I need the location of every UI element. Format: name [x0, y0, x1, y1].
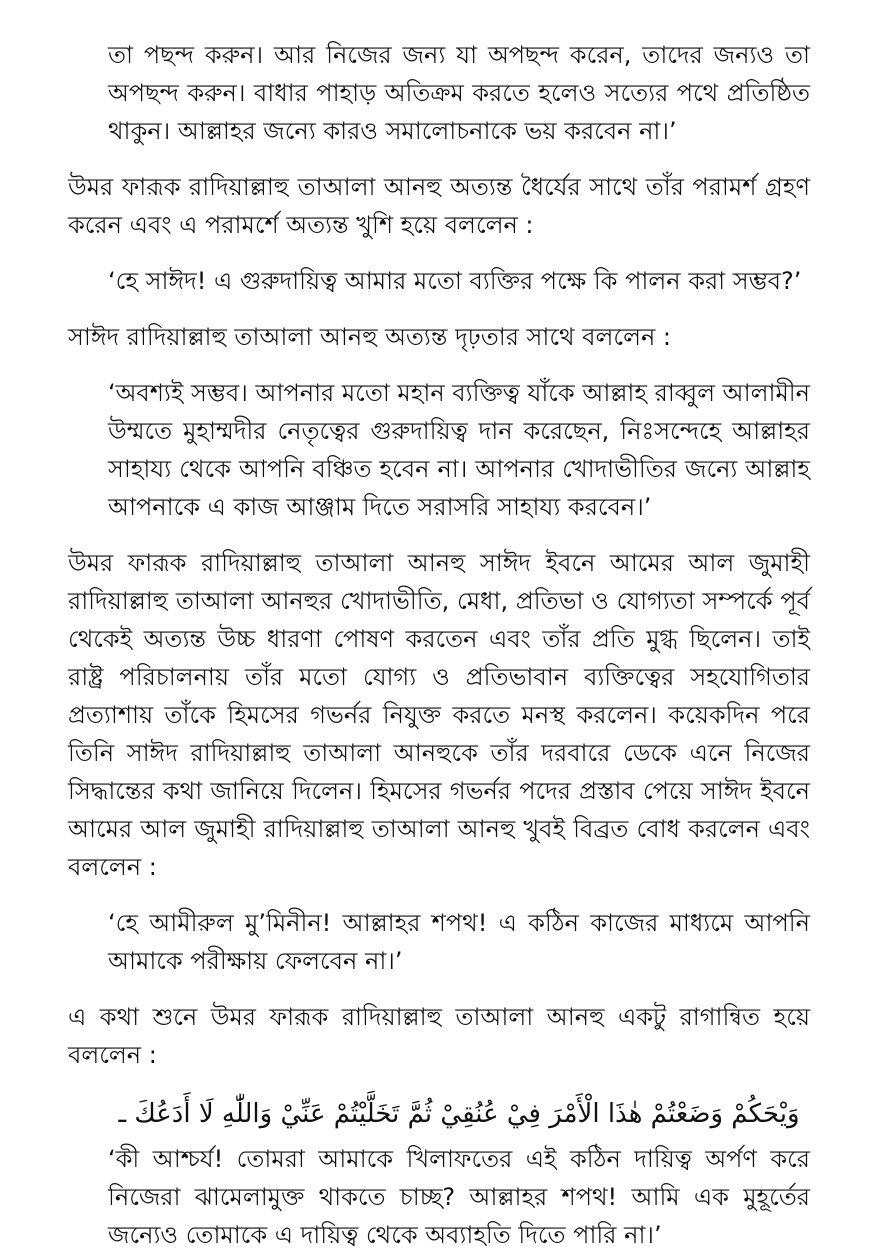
quote-umar-question: ‘হে সাঈদ! এ গুরুদায়িত্ব আমার মতো ব্যক্তির পক্ষে কি পালন করা সম্ভব?’: [108, 267, 802, 295]
quote-said-plea: ‘হে আমীরুল মু’মিনীন! আল্লাহর শপথ! এ কঠিন কাজের মাধ্যমে আপনি আমাকে পরীক্ষায় ফেলবেন না।’: [108, 909, 810, 975]
paragraph-governor-appointment: উমর ফারূক রাদিয়াল্লাহু তাআলা আনহু সাঈদ ইবনে আমের আল জুমাহী রাদিয়াল্লাহু তাআলা আনহুর খোদাভীতি, মেধা, প্রতিভা ও যোগ্যতা সম্পর্কে পূর্ব থেকেই অত্যন্ত উচ্চ ধারণা পোষণ করতেন এবং তাঁর প্রতি মুগ্ধ ছিলেন। তাই রাষ্ট্র পরিচালনায় তাঁর মতো যোগ্য ও প্রতিভাবান ব্যক্তিত্বের সহযোগিতার প্রত্যাশায় তাঁকে হিমসের গভর্নর নিযুক্ত করতে মনস্থ করলেন। কয়েকদিন পরে তিনি সাঈদ রাদিয়াল্লাহু তাআলা আনহুকে তাঁর দরবারে ডেকে এনে নিজের সিদ্ধান্তের কথা জানিয়ে দিলেন। হিমসের গভর্নর পদের প্রস্তাব পেয়ে সাঈদ ইবনে আমের আল জুমাহী রাদিয়াল্লাহু তাআলা আনহু খুবই বিব্রত বোধ করলেন এবং বললেন :: [68, 549, 810, 881]
paragraph-said-replies: সাঈদ রাদিয়াল্লাহু তাআলা আনহু অত্যন্ত দৃঢ়তার সাথে বললেন :: [68, 323, 671, 351]
arabic-quote: وَيْحَكُمْ وَضَعْتُمْ هٰذَا الْأَمْرَ فِيْ عُنُقِيْ ثُمَّ تَخَلَّيْتُمْ عَنِّيْ وَاللّٰهِ لَا أَدَعُكَ ـ: [118, 1099, 800, 1129]
paragraph-umar-accepts: উমর ফারূক রাদিয়াল্লাহু তাআলা আনহু অত্যন্ত ধৈর্যের সাথে তাঁর পরামর্শ গ্রহণ করেন এবং এ পরামর্শে অত্যন্ত খুশি হয়ে বললেন :: [68, 173, 810, 239]
quote-said-answer: ‘অবশ্যই সম্ভব। আপনার মতো মহান ব্যক্তিত্ব যাঁকে আল্লাহ রাব্বুল আলামীন উম্মতে মুহাম্মদীর নেতৃত্বের গুরুদায়িত্ব দান করেছেন, নিঃসন্দেহে আল্লাহর সাহায্য থেকে আপনি বঞ্চিত হবেন না। আপনার খোদাভীতির জন্যে আল্লাহ আপনাকে এ কাজ আঞ্জাম দিতে সরাসরি সাহায্য করবেন।’: [108, 379, 810, 521]
quote-umar-translation: ‘কী আশ্চর্য! তোমরা আমাকে খিলাফতের এই কঠিন দায়িত্ব অর্পণ করে নিজেরা ঝামেলামুক্ত থাকতে চাচ্ছ? আল্লাহর শপথ! আমি এক মুহূর্তের জন্যেও তোমাকে এ দায়িত্ব থেকে অব্যাহতি দিতে পারি না।’: [108, 1145, 810, 1249]
paragraph-umar-angry: এ কথা শুনে উমর ফারূক রাদিয়াল্লাহু তাআলা আনহু একটু রাগান্বিত হয়ে বললেন :: [68, 1003, 810, 1069]
paragraph-advice-end: তা পছন্দ করুন। আর নিজের জন্য যা অপছন্দ করেন, তাদের জন্যও তা অপছন্দ করুন। বাধার পাহাড় অতিক্রম করতে হলেও সত্যের পথে প্রতিষ্ঠিত থাকুন। আল্লাহর জন্যে কারও সমালোচনাকে ভয় করবেন না।’: [108, 41, 810, 145]
